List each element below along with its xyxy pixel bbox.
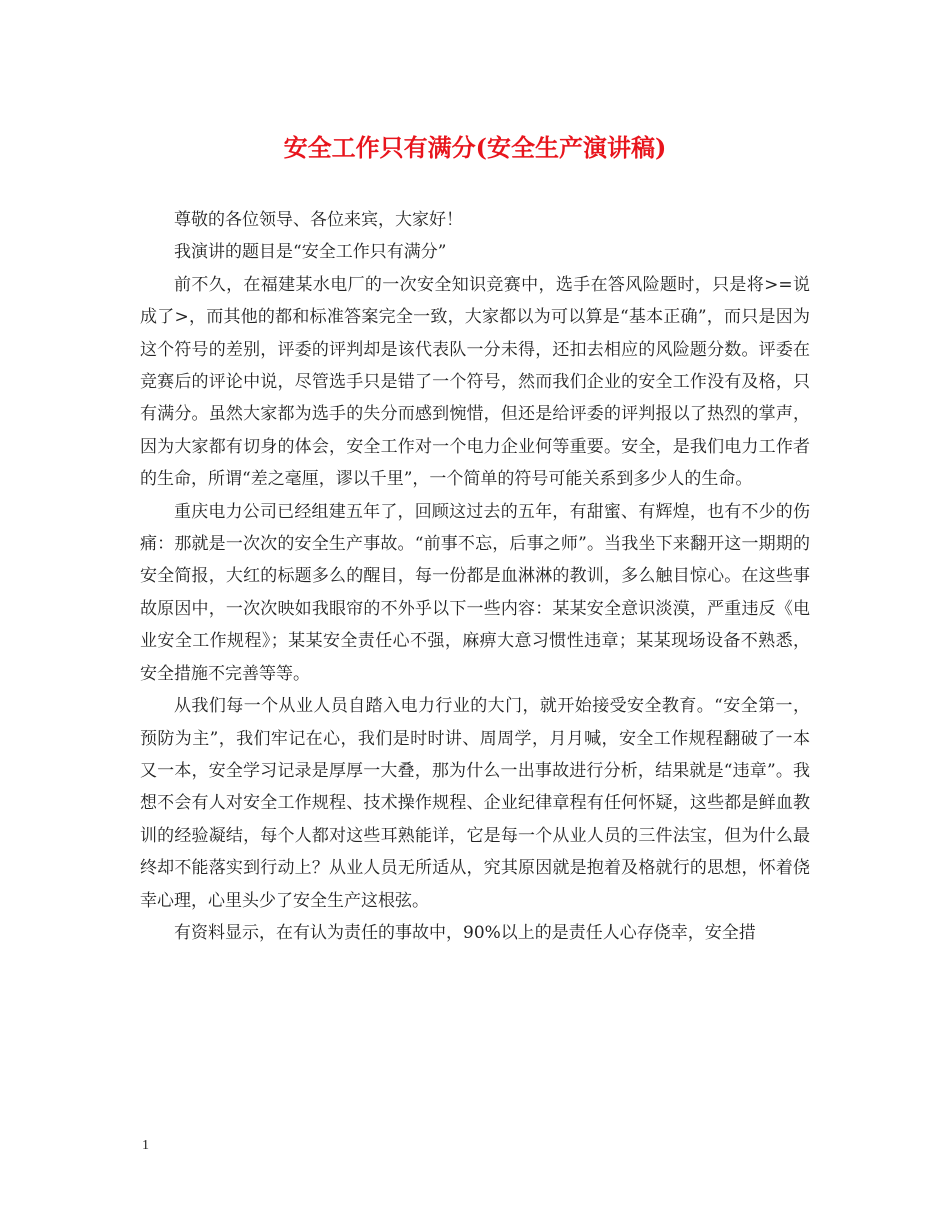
paragraph-statistics: 有资料显示，在有认为责任的事故中，90%以上的是责任人心存侥幸，安全措 <box>174 922 756 943</box>
paragraph-greeting: 尊敬的各位领导、各位来宾，大家好！ <box>174 210 463 230</box>
paragraph-chongqing: 重庆电力公司已经组建五年了，回顾这过去的五年，有甜蜜、有辉煌，也有不少的伤痛：那就是一次次的安全生产事故。“前事不忘，后事之师”。当我坐下来翻开这一期期的安全简报，大红的标题多么的醒目，每一份都是血淋淋的教训，多么触目惊心。在这些事故原因中，一次次映如我眼帘的不外乎以下一些内容：某某安全意识淡漠，严重违反《电业安全工作规程》；某某安全责任心不强，麻痹大意习惯性违章；某某现场设备不熟悉，安全措施不完善等等。 <box>140 501 810 684</box>
paragraph-topic: 我演讲的题目是“安全工作只有满分” <box>174 242 447 263</box>
document-title: 安全工作只有满分(安全生产演讲稿) <box>283 133 667 162</box>
paragraph-competition: 前不久，在福建某水电厂的一次安全知识竞赛中，选手在答风险题时，只是将>=说成了>，而其他的都和标准答案完全一致，大家都以为可以算是“基本正确”，而只是因为这个符号的差别，评委的评判却是该代表队一分未得，还扣去相应的风险题分数。评委在竞赛后的评论中说，尽管选手只是错了一个符号，然而我们企业的安全工作没有及格，只有满分。虽然大家都为选手的失分而感到惋惜，但还是给评委的评判报以了热烈的掌声，因为大家都有切身的体会，安全工作对一个电力企业何等重要。安全，是我们电力工作者的生命，所谓“差之毫厘，谬以千里”，一个简单的符号可能关系到多少人的生命。 <box>140 274 810 490</box>
paragraph-education: 从我们每一个从业人员自踏入电力行业的大门，就开始接受安全教育。“安全第一，预防为主”，我们牢记在心，我们是时时讲、周周学，月月喊，安全工作规程翻破了一本又一本，安全学习记录是厚厚一大叠，那为什么一出事故进行分析，结果就是“违章”。我想不会有人对安全工作规程、技术操作规程、企业纪律章程有任何怀疑，这些都是鲜血教训的经验凝结，每个人都对这些耳熟能详，它是每一个从业人员的三件法宝，但为什么最终却不能落实到行动上？从业人员无所适从，究其原因就是抱着及格就行的思想，怀着侥幸心理，心里头少了安全生产这根弦。 <box>140 696 810 911</box>
page-number: 1 <box>142 1138 149 1153</box>
document-body <box>140 204 810 949</box>
